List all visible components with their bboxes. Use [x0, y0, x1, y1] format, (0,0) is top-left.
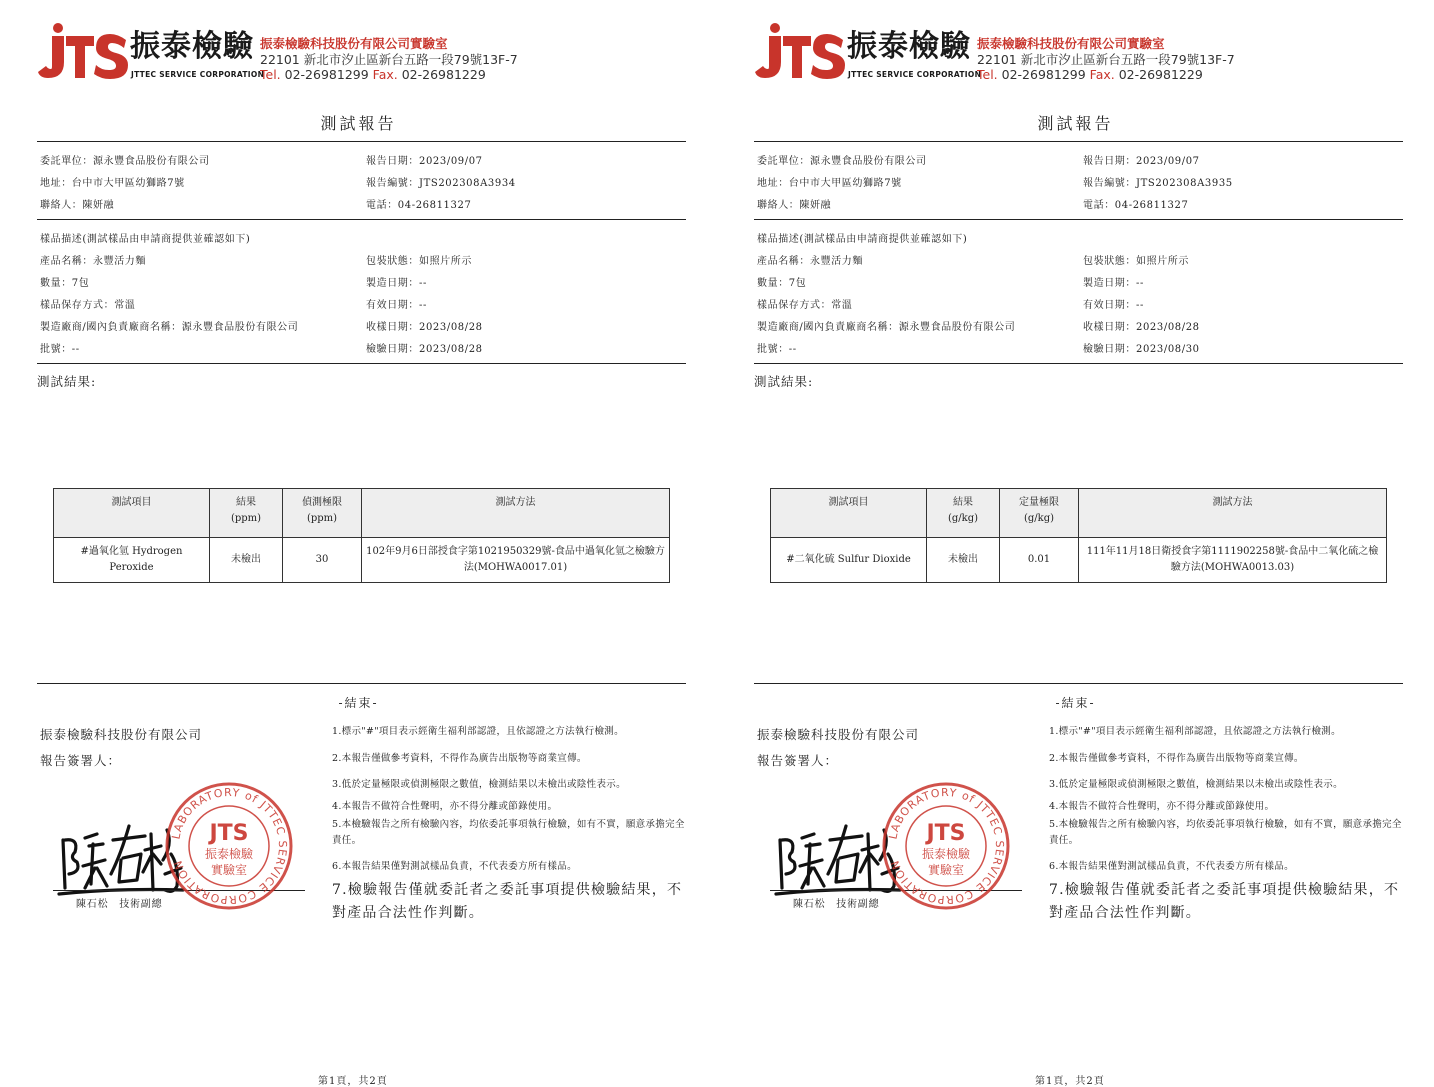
- note-item: 5.本檢驗報告之所有檢驗內容，均依委託事項執行檢驗，如有不實，願意承擔完全責任。: [332, 819, 685, 846]
- note-item: 1.標示"#"項目表示經衛生福利部認證，且依認證之方法執行檢測。: [332, 726, 624, 737]
- header-test-item: [54, 489, 210, 538]
- signer-name: 陳石松 技術副總: [76, 899, 163, 910]
- report-number-field: 報告編號：JTS202308A3934: [366, 178, 516, 189]
- note-item: 1.標示"#"項目表示經衛生福利部認證，且依認證之方法執行檢測。: [1049, 726, 1341, 737]
- divider: [754, 141, 1403, 142]
- client-field: 委託單位：源永豐食品股份有限公司: [40, 156, 210, 167]
- seal-logo-text: JTS: [926, 821, 966, 846]
- manufacturer-field: 製造廠商/國內負責廠商名稱：源永豐食品股份有限公司: [40, 322, 299, 333]
- divider: [37, 141, 686, 142]
- page-number: 第1頁，共2頁: [1035, 1076, 1105, 1087]
- report-date-field: 報告日期：2023/09/07: [366, 156, 483, 167]
- header-label: 測試方法: [1212, 497, 1253, 508]
- lab-contact: [260, 67, 486, 82]
- table-row: [771, 538, 1387, 583]
- lab-contact: [977, 67, 1203, 82]
- seal-logo-text: JTS: [209, 821, 249, 846]
- receive-date-field: 收樣日期：2023/08/28: [1083, 322, 1200, 333]
- note-item: 5.本檢驗報告之所有檢驗內容，均依委託事項執行檢驗，如有不實，願意承擔完全責任。: [1049, 819, 1402, 846]
- cell-test-item: #過氧化氫 Hydrogen Peroxide: [54, 538, 210, 583]
- signer-label: 報告簽署人：: [40, 753, 122, 768]
- fax-label: Fax.: [372, 67, 398, 82]
- brand-name-en: JTTEC SERVICE CORPORATION: [848, 70, 982, 79]
- header-label: 測試方法: [495, 497, 536, 508]
- storage-field: 樣品保存方式：常溫: [757, 300, 853, 311]
- seal-line-2: 實驗室: [210, 863, 248, 877]
- lab-address: 22101 新北市汐止區新台五路一段79號13F-7: [260, 52, 518, 67]
- divider: [37, 219, 686, 220]
- header-label: 測試項目: [111, 497, 152, 508]
- header-method: [1079, 489, 1387, 538]
- header-label: 結果: [953, 497, 973, 508]
- lab-name: 振泰檢驗科技股份有限公司實驗室: [977, 36, 1165, 51]
- cell-limit: 0.01: [1000, 538, 1079, 583]
- results-table: [770, 488, 1387, 583]
- contact-field: 聯絡人：陳妍融: [757, 200, 832, 211]
- cell-method: 111年11月18日衛授食字第1111902258號-食品中二氧化硫之檢驗方法(MOHWA0013.03): [1079, 538, 1387, 583]
- note-item: 6.本報告結果僅對測試樣品負責，不代表委方所有樣品。: [332, 861, 577, 872]
- header-test-item: [771, 489, 927, 538]
- table-header-row: [771, 489, 1387, 538]
- fax-number: 02-26981229: [401, 67, 486, 82]
- divider: [754, 683, 1403, 684]
- quantity-field: 數量：7包: [757, 278, 807, 289]
- seal-line-2: 實驗室: [927, 863, 965, 877]
- manufacture-date-field: 製造日期：--: [366, 278, 427, 289]
- product-name-field: 產品名稱：永豐活力麵: [757, 256, 863, 267]
- note-item: 3.低於定量極限或偵測極限之數值，檢測結果以未檢出或陰性表示。: [1049, 779, 1343, 790]
- header-unit: (g/kg): [1023, 513, 1055, 524]
- note-item: 3.低於定量極限或偵測極限之數值，檢測結果以未檢出或陰性表示。: [332, 779, 626, 790]
- note-item: 2.本報告僅做參考資料，不得作為廣告出版物等商業宣傳。: [1049, 753, 1304, 764]
- divider: [37, 683, 686, 684]
- header-label: 偵測極限: [302, 497, 342, 508]
- note-item: 7.檢驗報告僅就委託者之委託事項提供檢驗結果，不對產品合法性作判斷。: [1049, 882, 1400, 921]
- address-field: 地址：台中市大甲區幼獅路7號: [757, 178, 902, 189]
- header-limit: [283, 489, 362, 538]
- lab-name: 振泰檢驗科技股份有限公司實驗室: [260, 36, 448, 51]
- end-mark: -結束-: [1055, 696, 1096, 710]
- contact-field: 聯絡人：陳妍融: [40, 200, 115, 211]
- test-date-field: 檢驗日期：2023/08/30: [1083, 344, 1200, 355]
- divider: [754, 219, 1403, 220]
- client-field: 委託單位：源永豐食品股份有限公司: [757, 156, 927, 167]
- cell-result: 未檢出: [210, 538, 283, 583]
- quantity-field: 數量：7包: [40, 278, 90, 289]
- jts-logo: [38, 22, 128, 80]
- seal-line-1: 振泰檢驗: [921, 847, 971, 861]
- expiry-date-field: 有效日期：--: [366, 300, 427, 311]
- receive-date-field: 收樣日期：2023/08/28: [366, 322, 483, 333]
- address-field: 地址：台中市大甲區幼獅路7號: [40, 178, 185, 189]
- phone-field: 電話：04-26811327: [1083, 200, 1189, 211]
- seal-ring-text: LABORATORY of JTTEC SERVICE CORPORATION: [886, 785, 1007, 907]
- tel-number: 02-26981299: [1001, 67, 1086, 82]
- note-item: 6.本報告結果僅對測試樣品負責，不代表委方所有樣品。: [1049, 861, 1294, 872]
- brand-name-en: JTTEC SERVICE CORPORATION: [131, 70, 265, 79]
- cell-limit: 30: [283, 538, 362, 583]
- results-label: 測試結果:: [754, 374, 814, 389]
- laboratory-seal: [882, 782, 1010, 910]
- sample-description: 樣品描述(測試樣品由申請商提供並確認如下): [757, 234, 968, 245]
- sample-description: 樣品描述(測試樣品由申請商提供並確認如下): [40, 234, 251, 245]
- laboratory-seal: [165, 782, 293, 910]
- divider: [754, 363, 1403, 364]
- note-item: 7.檢驗報告僅就委託者之委託事項提供檢驗結果，不對產品合法性作判斷。: [332, 882, 683, 921]
- results-table: [53, 488, 670, 583]
- page-number: 第1頁，共2頁: [318, 1076, 388, 1087]
- manufacturer-field: 製造廠商/國內負責廠商名稱：源永豐食品股份有限公司: [757, 322, 1016, 333]
- storage-field: 樣品保存方式：常溫: [40, 300, 136, 311]
- manufacture-date-field: 製造日期：--: [1083, 278, 1144, 289]
- report-title: 測試報告: [1037, 114, 1114, 133]
- header-method: [362, 489, 670, 538]
- brand-name-cn: 振泰檢驗: [847, 29, 971, 64]
- header-unit: (ppm): [230, 513, 262, 524]
- note-item: 4.本報告不做符合性聲明，亦不得分離或節錄使用。: [1049, 801, 1275, 812]
- table-header-row: [54, 489, 670, 538]
- seal-ring-text: LABORATORY of JTTEC SERVICE CORPORATION: [169, 785, 290, 907]
- expiry-date-field: 有效日期：--: [1083, 300, 1144, 311]
- note-item: 4.本報告不做符合性聲明，亦不得分離或節錄使用。: [332, 801, 558, 812]
- signer-company: 振泰檢驗科技股份有限公司: [757, 727, 920, 742]
- test-report: [717, 0, 1434, 1087]
- tel-label: Tel.: [977, 67, 998, 82]
- header-result: [210, 489, 283, 538]
- lab-address: 22101 新北市汐止區新台五路一段79號13F-7: [977, 52, 1235, 67]
- test-date-field: 檢驗日期：2023/08/28: [366, 344, 483, 355]
- header-label: 定量極限: [1019, 497, 1059, 508]
- cell-method: 102年9月6日部授食字第1021950329號-食品中過氧化氫之檢驗方法(MOHWA0017.01): [362, 538, 670, 583]
- tel-number: 02-26981299: [284, 67, 369, 82]
- cell-result: 未檢出: [927, 538, 1000, 583]
- header-unit: (g/kg): [947, 513, 979, 524]
- phone-field: 電話：04-26811327: [366, 200, 472, 211]
- fax-number: 02-26981229: [1118, 67, 1203, 82]
- packaging-field: 包裝狀態：如照片所示: [366, 256, 472, 267]
- header-unit: (ppm): [306, 513, 338, 524]
- divider: [37, 363, 686, 364]
- header-label: 結果: [236, 497, 256, 508]
- header-result: [927, 489, 1000, 538]
- brand-name-cn: 振泰檢驗: [130, 29, 254, 64]
- batch-field: 批號：--: [757, 344, 797, 355]
- product-name-field: 產品名稱：永豐活力麵: [40, 256, 146, 267]
- report-title: 測試報告: [320, 114, 397, 133]
- table-row: [54, 538, 670, 583]
- report-date-field: 報告日期：2023/09/07: [1083, 156, 1200, 167]
- report-number-field: 報告編號：JTS202308A3935: [1083, 178, 1233, 189]
- end-mark: -結束-: [338, 696, 379, 710]
- note-item: 2.本報告僅做參考資料，不得作為廣告出版物等商業宣傳。: [332, 753, 587, 764]
- fax-label: Fax.: [1089, 67, 1115, 82]
- cell-test-item: #二氧化硫 Sulfur Dioxide: [771, 538, 927, 583]
- packaging-field: 包裝狀態：如照片所示: [1083, 256, 1189, 267]
- signer-label: 報告簽署人：: [757, 753, 839, 768]
- signer-company: 振泰檢驗科技股份有限公司: [40, 727, 203, 742]
- signer-name: 陳石松 技術副總: [793, 899, 880, 910]
- header-label: 測試項目: [828, 497, 869, 508]
- seal-line-1: 振泰檢驗: [204, 847, 254, 861]
- tel-label: Tel.: [260, 67, 281, 82]
- batch-field: 批號：--: [40, 344, 80, 355]
- jts-logo: [755, 22, 845, 80]
- results-label: 測試結果:: [37, 374, 97, 389]
- header-limit: [1000, 489, 1079, 538]
